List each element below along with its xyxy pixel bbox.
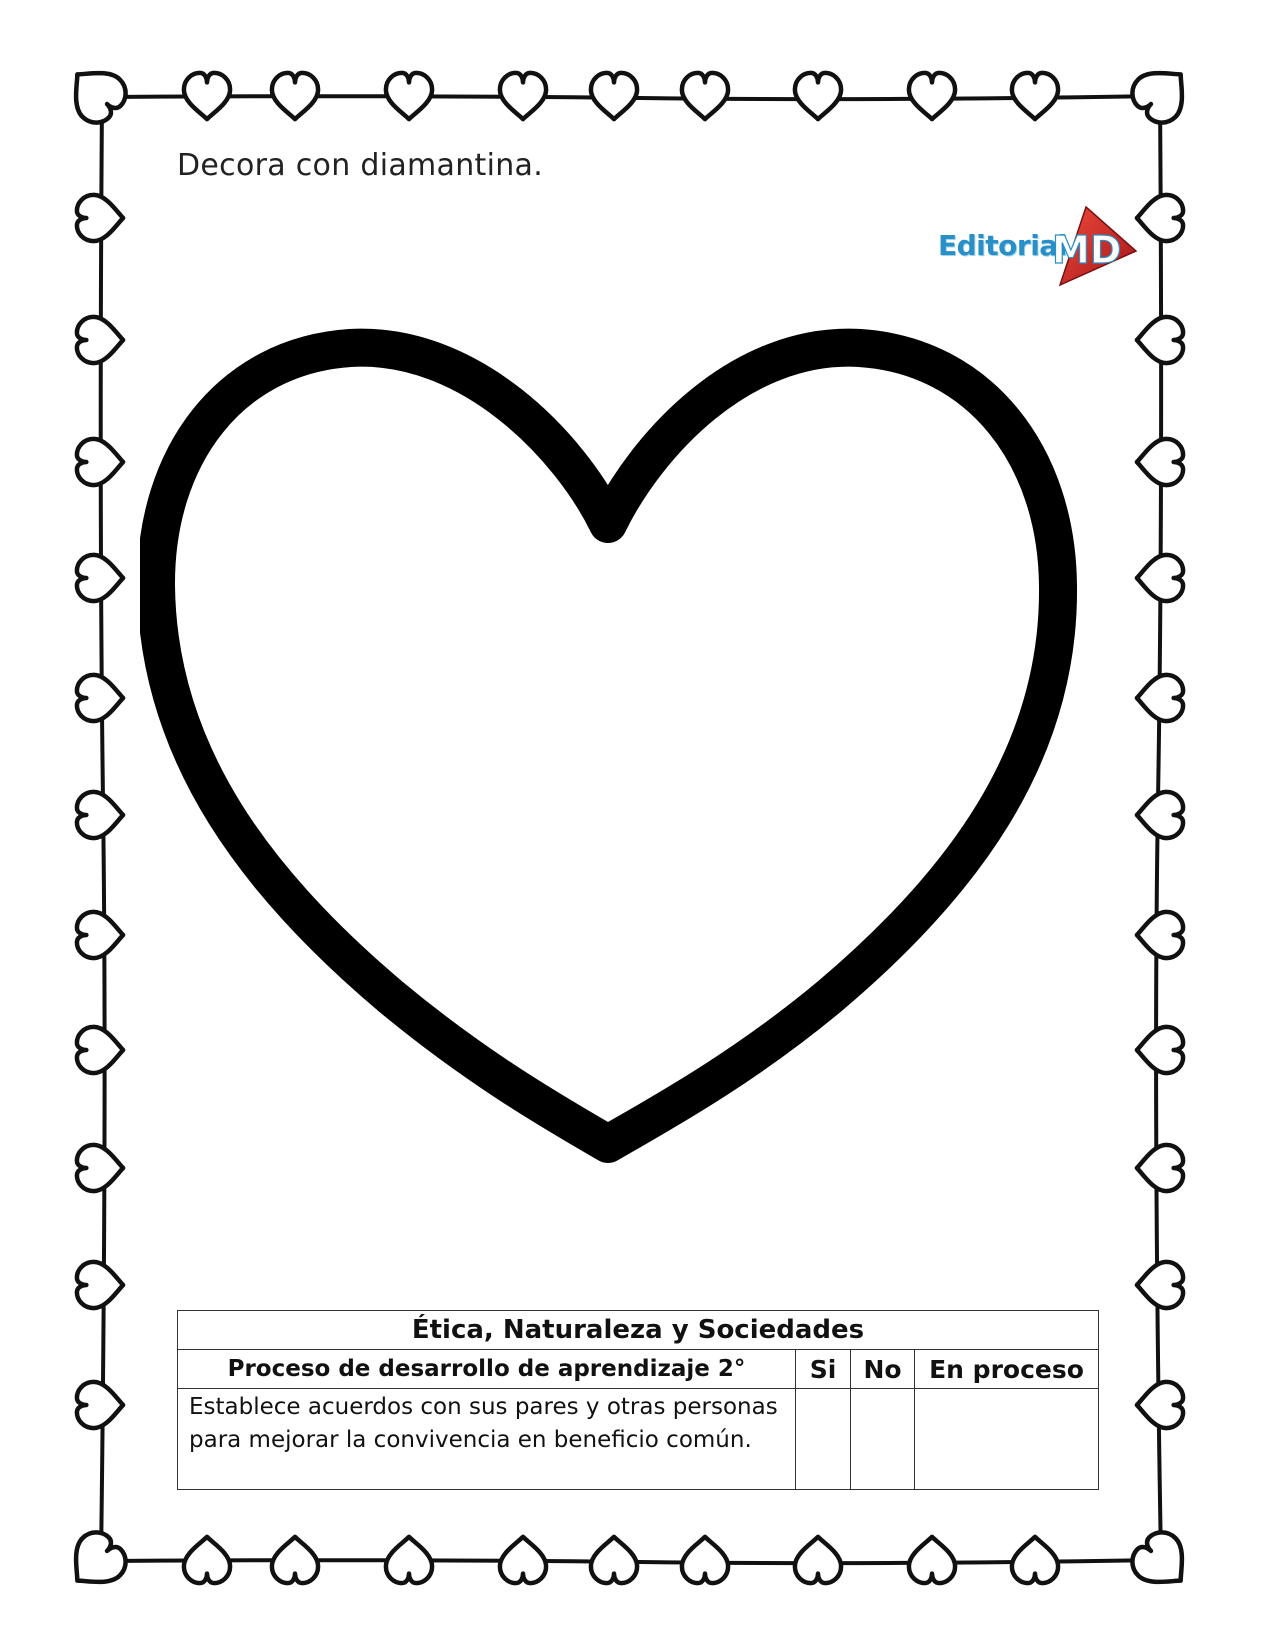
rubric-header-si: Si [796,1350,851,1389]
border-heart-icon [1137,195,1183,241]
border-heart-icon [77,1027,123,1073]
border-heart-icon [184,1537,230,1583]
logo-wordmark: Editorial [938,229,1067,262]
corner-heart-icon [1125,56,1200,131]
rubric-cell-en-proceso[interactable] [915,1389,1099,1490]
border-heart-icon [1137,1262,1183,1308]
rubric-title: Ética, Naturaleza y Sociedades [178,1311,1099,1350]
corner-heart-icon [1125,1525,1200,1600]
border-heart-icon [1137,912,1183,958]
instruction-text: Decora con diamantina. [177,148,544,183]
rubric-cell-no[interactable] [851,1389,915,1490]
border-heart-icon [386,1537,432,1583]
logo-triangle-mark [1048,205,1138,287]
border-heart-icon [386,73,432,119]
border-heart-icon [1137,675,1183,721]
border-heart-icon [1137,555,1183,601]
border-heart-icon [909,1537,955,1583]
border-heart-icon [1137,1027,1183,1073]
border-heart-icon [77,912,123,958]
corner-heart-icon [59,56,134,131]
border-heart-icon [77,555,123,601]
border-heart-icon [682,1537,728,1583]
border-heart-icon [77,195,123,241]
logo-mark-letters: MD [1052,228,1122,272]
border-heart-icon [272,1537,318,1583]
border-heart-icon [1137,1145,1183,1191]
rubric-header-process: Proceso de desarrollo de aprendizaje 2° [178,1350,796,1389]
border-heart-icon [77,1145,123,1191]
border-heart-icon [77,1262,123,1308]
border-heart-icon [1012,73,1058,119]
border-heart-icon [77,439,123,485]
border-heart-icon [1137,317,1183,363]
border-heart-icon [500,1537,546,1583]
border-heart-icon [795,73,841,119]
border-heart-icon [591,1537,637,1583]
border-heart-icon [1012,1537,1058,1583]
rubric-cell-si[interactable] [796,1389,851,1490]
border-heart-icon [272,73,318,119]
border-heart-icon [77,675,123,721]
border-heart-icon [1137,1382,1183,1428]
border-heart-icon [1137,439,1183,485]
border-heart-icon [184,73,230,119]
rubric-header-en-proceso: En proceso [915,1350,1099,1389]
corner-heart-icon [59,1525,134,1600]
editorial-md-logo [938,205,1138,287]
border-heart-icon [795,1537,841,1583]
border-heart-icon [682,73,728,119]
evaluation-rubric-table [177,1310,1099,1490]
border-heart-icon [77,1382,123,1428]
border-heart-icon [77,792,123,838]
border-heart-icon [77,317,123,363]
border-heart-icon [909,73,955,119]
border-heart-icon [591,73,637,119]
rubric-criterion-text: Establece acuerdos con sus pares y otras personas para mejorar la convivencia en beneficio común. [178,1389,796,1490]
large-heart-outline [140,326,1140,1246]
border-heart-icon [500,73,546,119]
rubric-header-no: No [851,1350,915,1389]
border-heart-icon [1137,792,1183,838]
